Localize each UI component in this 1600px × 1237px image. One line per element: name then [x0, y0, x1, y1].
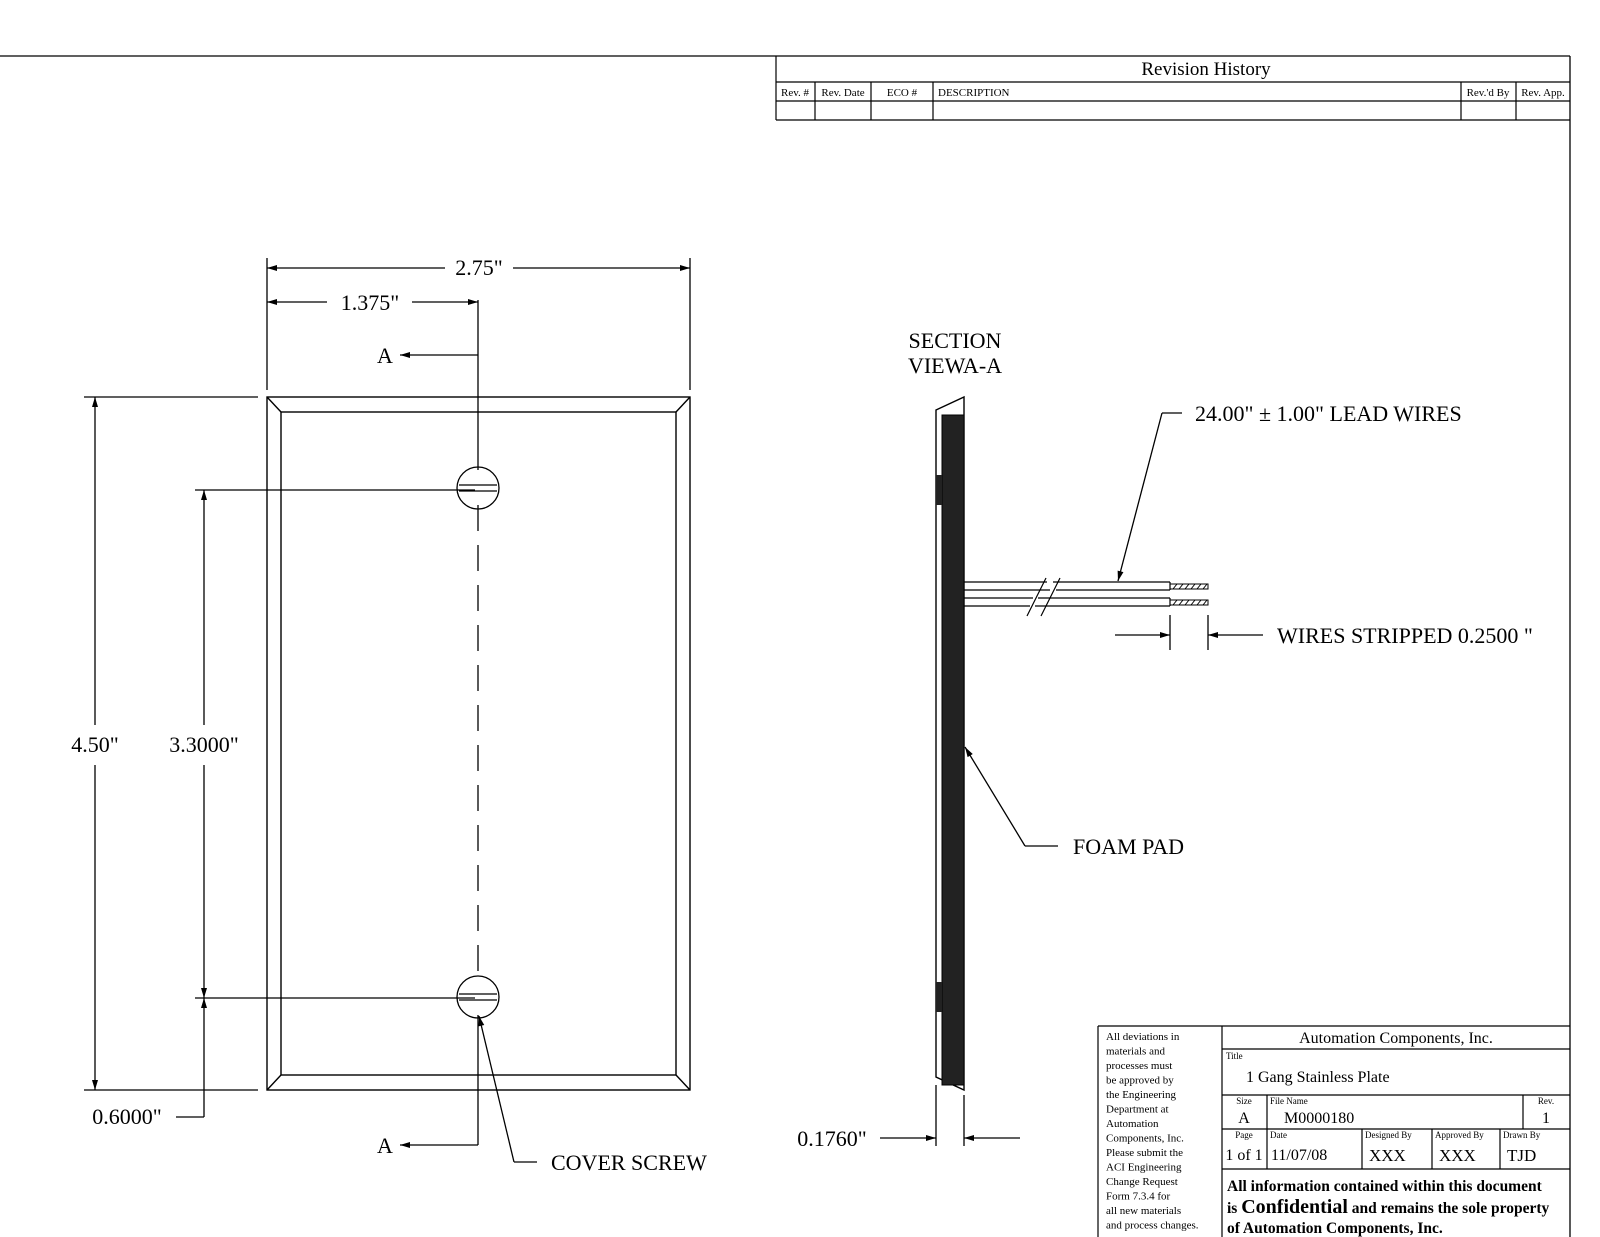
- approved-by-value: XXX: [1439, 1146, 1476, 1165]
- svg-text:Components, Inc.: Components, Inc.: [1106, 1132, 1184, 1145]
- svg-text:Department at: Department at: [1106, 1103, 1169, 1116]
- screw-top: [457, 467, 499, 509]
- eco-number-header: ECO #: [886, 87, 918, 99]
- plate-section: [936, 397, 964, 1090]
- size-value: A: [1238, 1110, 1250, 1127]
- cover-screw-leader: [479, 1016, 537, 1162]
- title-block: [1098, 1026, 1570, 1237]
- stripped-wire-ends: [1170, 584, 1208, 605]
- svg-text:all new materials: all new materials: [1106, 1205, 1182, 1217]
- section-view: [797, 328, 1533, 1151]
- svg-text:be approved by: be approved by: [1106, 1074, 1174, 1087]
- screw-spacing-dimension-label: 3.3000": [169, 732, 239, 757]
- thickness-dimension: [880, 1085, 1020, 1146]
- deviation-note: [1106, 1031, 1199, 1232]
- section-line: [400, 300, 478, 1145]
- height-dimension: [84, 397, 475, 1117]
- plate-outline: [267, 397, 690, 1090]
- confidential-line1: All information contained within this document: [1227, 1178, 1542, 1195]
- approved-by-caption: Approved By: [1435, 1130, 1484, 1140]
- rev-number-header: Rev. #: [780, 87, 810, 99]
- svg-text:Change Request: Change Request: [1106, 1176, 1178, 1188]
- svg-text:Please submit the: Please submit the: [1106, 1147, 1183, 1159]
- confidential-line2: is Confidential and remains the sole property: [1227, 1196, 1550, 1218]
- lead-wires: [964, 578, 1170, 616]
- file-name-value: M0000180: [1284, 1110, 1355, 1127]
- half-width-dimension-label: 1.375": [340, 290, 400, 315]
- bottom-offset-dimension-label: 0.6000": [92, 1104, 162, 1129]
- page-value: 1 of 1: [1225, 1147, 1263, 1164]
- description-header: DESCRIPTION: [938, 87, 1010, 99]
- revised-by-header: Rev.'d By: [1466, 87, 1510, 99]
- svg-text:Form 7.3.4 for: Form 7.3.4 for: [1106, 1190, 1171, 1203]
- date-value: 11/07/08: [1271, 1147, 1328, 1164]
- section-view-title-line1: SECTION: [908, 328, 1002, 353]
- wires-stripped-label: WIRES STRIPPED 0.2500 ": [1277, 623, 1533, 648]
- size-caption: Size: [1236, 1096, 1252, 1106]
- rev-approved-header: Rev. App.: [1521, 87, 1565, 99]
- wires-stripped-dimension: [1115, 615, 1263, 650]
- lead-wires-label: 24.00" ± 1.00" LEAD WIRES: [1195, 401, 1462, 426]
- rev-date-header: Rev. Date: [821, 87, 865, 99]
- svg-text:ACI Engineering: ACI Engineering: [1106, 1161, 1182, 1174]
- revision-history-table: [776, 56, 1570, 120]
- designed-by-caption: Designed By: [1365, 1130, 1412, 1140]
- file-name-caption: File Name: [1270, 1096, 1308, 1106]
- title-caption: Title: [1226, 1051, 1243, 1061]
- svg-text:Automation: Automation: [1106, 1118, 1159, 1130]
- width-dimension-label: 2.75": [455, 255, 503, 280]
- front-view: [71, 255, 707, 1175]
- screw-bottom: [457, 976, 499, 1018]
- drawn-by-value: TJD: [1507, 1146, 1537, 1165]
- svg-text:and process changes.: and process changes.: [1106, 1219, 1199, 1232]
- foam-pad-label: FOAM PAD: [1073, 834, 1185, 859]
- svg-text:materials and: materials and: [1106, 1045, 1165, 1058]
- svg-text:processes must: processes must: [1106, 1060, 1173, 1072]
- section-view-title-line2: VIEWA-A: [907, 353, 1003, 378]
- svg-text:the Engineering: the Engineering: [1106, 1089, 1176, 1101]
- svg-text:All deviations in: All deviations in: [1106, 1031, 1180, 1043]
- section-marker-top: A: [377, 343, 393, 368]
- cover-screw-label: COVER SCREW: [551, 1150, 707, 1175]
- rev-caption: Rev.: [1537, 1096, 1555, 1106]
- thickness-label: 0.1760": [797, 1126, 867, 1151]
- date-caption: Date: [1270, 1130, 1287, 1140]
- rev-value: 1: [1542, 1110, 1550, 1127]
- company-name: Automation Components, Inc.: [1299, 1030, 1493, 1047]
- page-caption: Page: [1235, 1130, 1253, 1140]
- drawn-by-caption: Drawn By: [1503, 1130, 1541, 1140]
- confidential-word: Confidential: [1241, 1196, 1348, 1218]
- lead-wires-leader: [1118, 413, 1182, 581]
- confidential-line3: of Automation Components, Inc.: [1227, 1220, 1443, 1237]
- designed-by-value: XXX: [1369, 1146, 1406, 1165]
- foam-pad-leader: [965, 747, 1058, 846]
- height-dimension-label: 4.50": [71, 732, 119, 757]
- section-marker-bottom: A: [377, 1133, 393, 1158]
- title-value: 1 Gang Stainless Plate: [1246, 1069, 1390, 1086]
- revision-history-title: Revision History: [1141, 59, 1271, 80]
